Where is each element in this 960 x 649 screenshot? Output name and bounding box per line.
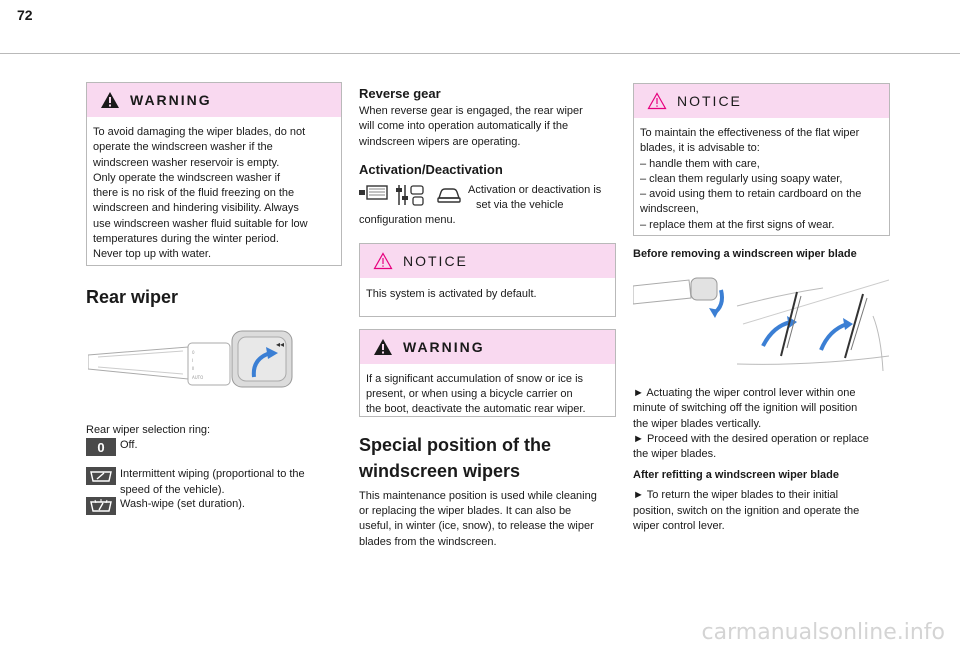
notice-icon — [373, 252, 393, 270]
wiper-service-position-illustration — [633, 276, 889, 378]
text-line: present, or when using a bicycle carrier on — [366, 388, 573, 401]
text-line: wiper control lever. — [633, 520, 725, 533]
watermark: carmanualsonline.info — [701, 620, 945, 645]
text-line: useful, in winter (ice, snow), to release the wiper — [359, 520, 594, 533]
mode-intermittent — [86, 467, 342, 498]
warning-body — [87, 117, 341, 271]
text-line: This system is activated by default. — [366, 287, 537, 300]
text-line: – clean them regularly using soapy water, — [640, 172, 843, 185]
text-line: the wiper blades. — [633, 448, 717, 461]
text-line: If a significant accumulation of snow or ice is — [366, 372, 584, 385]
text-line: will come into operation automatically if the — [359, 120, 569, 133]
text-line: there is no risk of the fluid freezing on the — [93, 187, 295, 200]
settings-sliders-icon — [396, 185, 423, 205]
mode-text — [120, 467, 305, 498]
column-1 — [86, 82, 342, 515]
text-line: ► Actuating the wiper control lever within one — [633, 387, 856, 399]
ring-label: Rear wiper selection ring: — [86, 424, 211, 436]
text-line: speed of the vehicle). — [120, 483, 225, 496]
lever-mark: AUTO — [192, 375, 204, 380]
text-line: To maintain the effectiveness of the flat wiper — [640, 127, 860, 139]
heading-line: Special position of the — [359, 434, 552, 455]
notice-icon — [647, 92, 667, 110]
text-line: ► Proceed with the desired operation or replace — [633, 432, 869, 445]
warning-title: WARNING — [130, 92, 212, 108]
page-number: 72 — [17, 7, 33, 23]
column-3 — [633, 83, 890, 534]
text-line: Only operate the windscreen washer if — [93, 171, 281, 184]
mode-wash-wipe — [86, 497, 342, 515]
text-line: the boot, deactivate the automatic rear wiper. — [366, 403, 586, 416]
text-line: set via the vehicle — [476, 199, 564, 212]
text-line: windscreen wipers are operating. — [359, 135, 521, 148]
warning-box-snow — [359, 329, 616, 417]
heading-line: windscreen wipers — [359, 460, 521, 481]
activation-text — [468, 183, 601, 214]
notice-title: NOTICE — [403, 252, 468, 269]
notice-body — [360, 278, 615, 310]
special-position-text — [359, 489, 616, 550]
notice-box-header — [634, 84, 889, 118]
warning-icon — [100, 91, 120, 109]
text-line: minute of switching off the ignition will position — [633, 402, 858, 415]
lever-mark: I — [192, 358, 194, 363]
svg-text:◂◂: ◂◂ — [276, 340, 285, 349]
lever-mark: 0 — [192, 350, 195, 355]
text-line: ► To return the wiper blades to their initial — [633, 489, 839, 502]
text-line: position, switch on the ignition and operate the — [633, 504, 860, 517]
warning-title: WARNING — [403, 338, 485, 355]
car-icon — [438, 189, 460, 202]
rear-wiper-lever-illustration — [88, 327, 298, 399]
notice-title: NOTICE — [677, 93, 742, 109]
text-line: Intermittent wiping (proportional to the — [120, 468, 305, 481]
reverse-gear-heading: Reverse gear — [359, 86, 441, 101]
touchscreen-icon — [359, 186, 387, 199]
warning-box-header — [87, 83, 341, 117]
after-step-1 — [633, 488, 890, 534]
activation-text-cont: configuration menu. — [359, 214, 456, 227]
wash-wipe-icon — [86, 497, 116, 515]
warning-box-header — [360, 330, 615, 364]
text-line: temperatures during the winter period. — [93, 233, 279, 246]
text-line: blades from the windscreen. — [359, 535, 497, 548]
activation-heading: Activation/Deactivation — [359, 161, 503, 177]
activation-row — [359, 183, 616, 214]
text-line: or replacing the wiper blades. It can also be — [359, 505, 572, 518]
text-line: This maintenance position is used while cleaning — [359, 489, 597, 502]
mode-off — [86, 438, 342, 456]
intermittent-wipe-icon — [86, 467, 116, 485]
warning-body — [360, 364, 615, 426]
text-line: windscreen, — [640, 203, 699, 216]
before-step-1 — [633, 386, 890, 432]
text-line: the wiper blades vertically. — [633, 417, 762, 430]
after-refitting-heading: After refitting a windscreen wiper blade — [633, 469, 839, 482]
header-divider — [0, 53, 960, 54]
text-line: windscreen and hindering visibility. Always — [93, 202, 299, 215]
warning-icon — [373, 338, 393, 356]
text-line: – avoid using them to retain cardboard on the — [640, 188, 862, 201]
text-line: When reverse gear is engaged, the rear wiper — [359, 105, 583, 117]
warning-box-washer — [86, 82, 342, 266]
lever-mark: II — [192, 366, 195, 371]
mode-text: Off. — [120, 439, 138, 452]
before-step-2 — [633, 432, 890, 463]
notice-box-care — [633, 83, 890, 236]
special-position-heading — [359, 432, 616, 484]
notice-body — [634, 118, 889, 241]
text-line: operate the windscreen washer if the — [93, 141, 273, 154]
text-line: Never top up with water. — [93, 248, 212, 261]
rear-wiper-heading: Rear wiper — [86, 287, 179, 307]
text-line: Activation or deactivation is — [468, 183, 602, 196]
text-line: To avoid damaging the wiper blades, do not — [93, 126, 306, 138]
off-icon: 0 — [86, 438, 116, 456]
text-line: blades, it is advisable to: — [640, 142, 760, 155]
notice-box-header — [360, 244, 615, 278]
mode-text: Wash-wipe (set duration). — [120, 497, 245, 510]
column-2 — [359, 86, 616, 550]
before-removing-heading: Before removing a windscreen wiper blade — [633, 248, 857, 260]
reverse-gear-text — [359, 104, 616, 150]
text-line: – replace them at the first signs of wear. — [640, 218, 835, 231]
text-line: windscreen washer reservoir is empty. — [93, 156, 280, 169]
text-line: – handle them with care, — [640, 157, 760, 170]
notice-box-default — [359, 243, 616, 317]
text-line: use windscreen washer fluid suitable for low — [93, 217, 308, 230]
